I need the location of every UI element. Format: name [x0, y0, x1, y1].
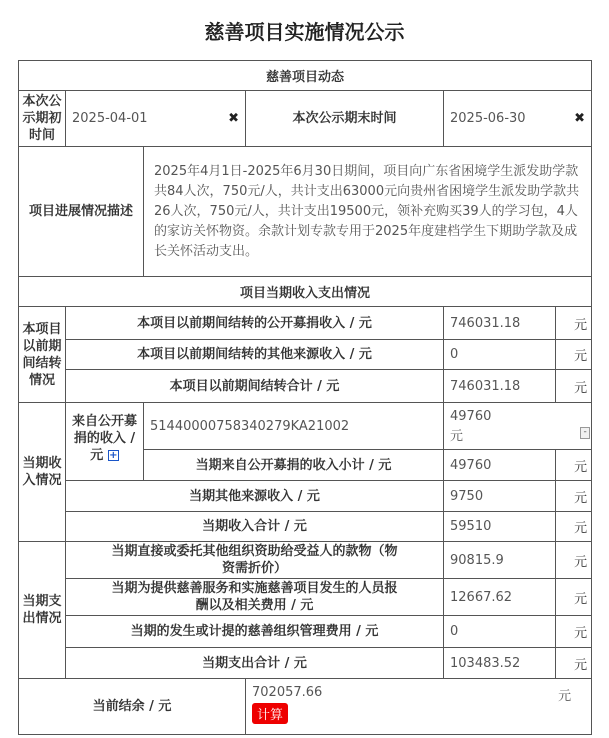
clear-start-icon[interactable]: ✖: [228, 111, 239, 126]
period-start-field[interactable]: [66, 91, 246, 147]
expense-group-label: 当期支出情况: [19, 542, 66, 679]
section-header-dynamics: 慈善项目动态: [19, 61, 592, 91]
carryover-row-label: 本项目以前期间结转的公开募捐收入 / 元: [66, 307, 444, 340]
income-public-subtotal-value[interactable]: 49760: [444, 450, 556, 481]
calculate-button[interactable]: 计算: [252, 703, 288, 724]
carryover-group-label: 本项目以前期间结转情况: [19, 307, 66, 403]
clear-end-icon[interactable]: ✖: [574, 111, 586, 126]
remove-record-icon[interactable]: -: [580, 427, 590, 439]
add-record-icon[interactable]: +: [109, 450, 118, 461]
unit-label: 元: [556, 542, 592, 579]
progress-label: 项目进展情况描述: [19, 147, 144, 277]
expense-total-value[interactable]: 103483.52: [444, 648, 556, 679]
carryover-public-value[interactable]: 746031.18: [444, 307, 556, 340]
unit-label: 元: [556, 450, 592, 481]
income-row-label: 当期其他来源收入 / 元: [66, 481, 444, 512]
balance-label: 当前结余 / 元: [19, 679, 246, 735]
period-end-value: 2025-06-30: [450, 111, 526, 126]
income-row-label: 当期来自公开募捐的收入小计 / 元: [144, 450, 444, 481]
period-start-value: 2025-04-01: [72, 111, 148, 126]
expense-row-label: 当期的发生或计提的慈善组织管理费用 / 元: [66, 616, 444, 648]
period-end-label: 本次公示期末时间: [246, 91, 444, 147]
unit-label: 元: [556, 340, 592, 370]
expense-row-label: 当期为提供慈善服务和实施慈善项目发生的人员报酬以及相关费用 / 元: [66, 579, 444, 616]
unit-label: 元: [556, 370, 592, 403]
expense-row-label: 当期直接或委托其他组织资助给受益人的款物（物资需折价）: [66, 542, 444, 579]
unit-label: 元: [556, 648, 592, 679]
unit-label: 元: [556, 481, 592, 512]
unit-label: 元: [556, 616, 592, 648]
unit-label: 元: [556, 579, 592, 616]
record-value-cell[interactable]: [444, 403, 592, 450]
page-title: 慈善项目实施情况公示: [204, 20, 405, 44]
balance-cell: [246, 679, 592, 735]
carryover-other-value[interactable]: 0: [444, 340, 556, 370]
carryover-total-value[interactable]: 746031.18: [444, 370, 556, 403]
record-unit: 元: [450, 429, 464, 444]
public-donation-label-text: 来自公开募捐的收入 / 元: [71, 414, 137, 463]
public-donation-label: [66, 403, 144, 481]
record-number[interactable]: 51440000758340279KA21002: [144, 403, 444, 450]
income-other-value[interactable]: 9750: [444, 481, 556, 512]
period-start-label: 本次公示期初时间: [19, 91, 66, 147]
unit-label: 元: [556, 512, 592, 542]
period-end-field[interactable]: [444, 91, 592, 147]
balance-value[interactable]: 702057.66: [252, 685, 323, 700]
income-group-label: 当期收入情况: [19, 403, 66, 542]
expense-row-label: 当期支出合计 / 元: [66, 648, 444, 679]
unit-label: 元: [556, 307, 592, 340]
disclosure-table: [18, 60, 592, 735]
progress-description[interactable]: 2025年4月1日-2025年6月30日期间，项目向广东省困境学生派发助学款共84人次，750元/人，共计支出63000元向贵州省困境学生派发助学款共26人次，750元/人，共计支出19500元，领补充购买39人的学习包，4人的家访关怀物资。余款计划专款专用于2025年度建档学生下期助学款及成长关怀活动支出。: [144, 147, 592, 277]
carryover-row-label: 本项目以前期间结转的其他来源收入 / 元: [66, 340, 444, 370]
income-row-label: 当期收入合计 / 元: [66, 512, 444, 542]
record-value: 49760: [450, 409, 492, 424]
expense-admin-value[interactable]: 0: [444, 616, 556, 648]
expense-staff-value[interactable]: 12667.62: [444, 579, 556, 616]
income-total-value[interactable]: 59510: [444, 512, 556, 542]
unit-label: 元: [558, 689, 572, 704]
expense-direct-value[interactable]: 90815.9: [444, 542, 556, 579]
section-header-income-expense: 项目当期收入支出情况: [19, 277, 592, 307]
carryover-row-label: 本项目以前期间结转合计 / 元: [66, 370, 444, 403]
